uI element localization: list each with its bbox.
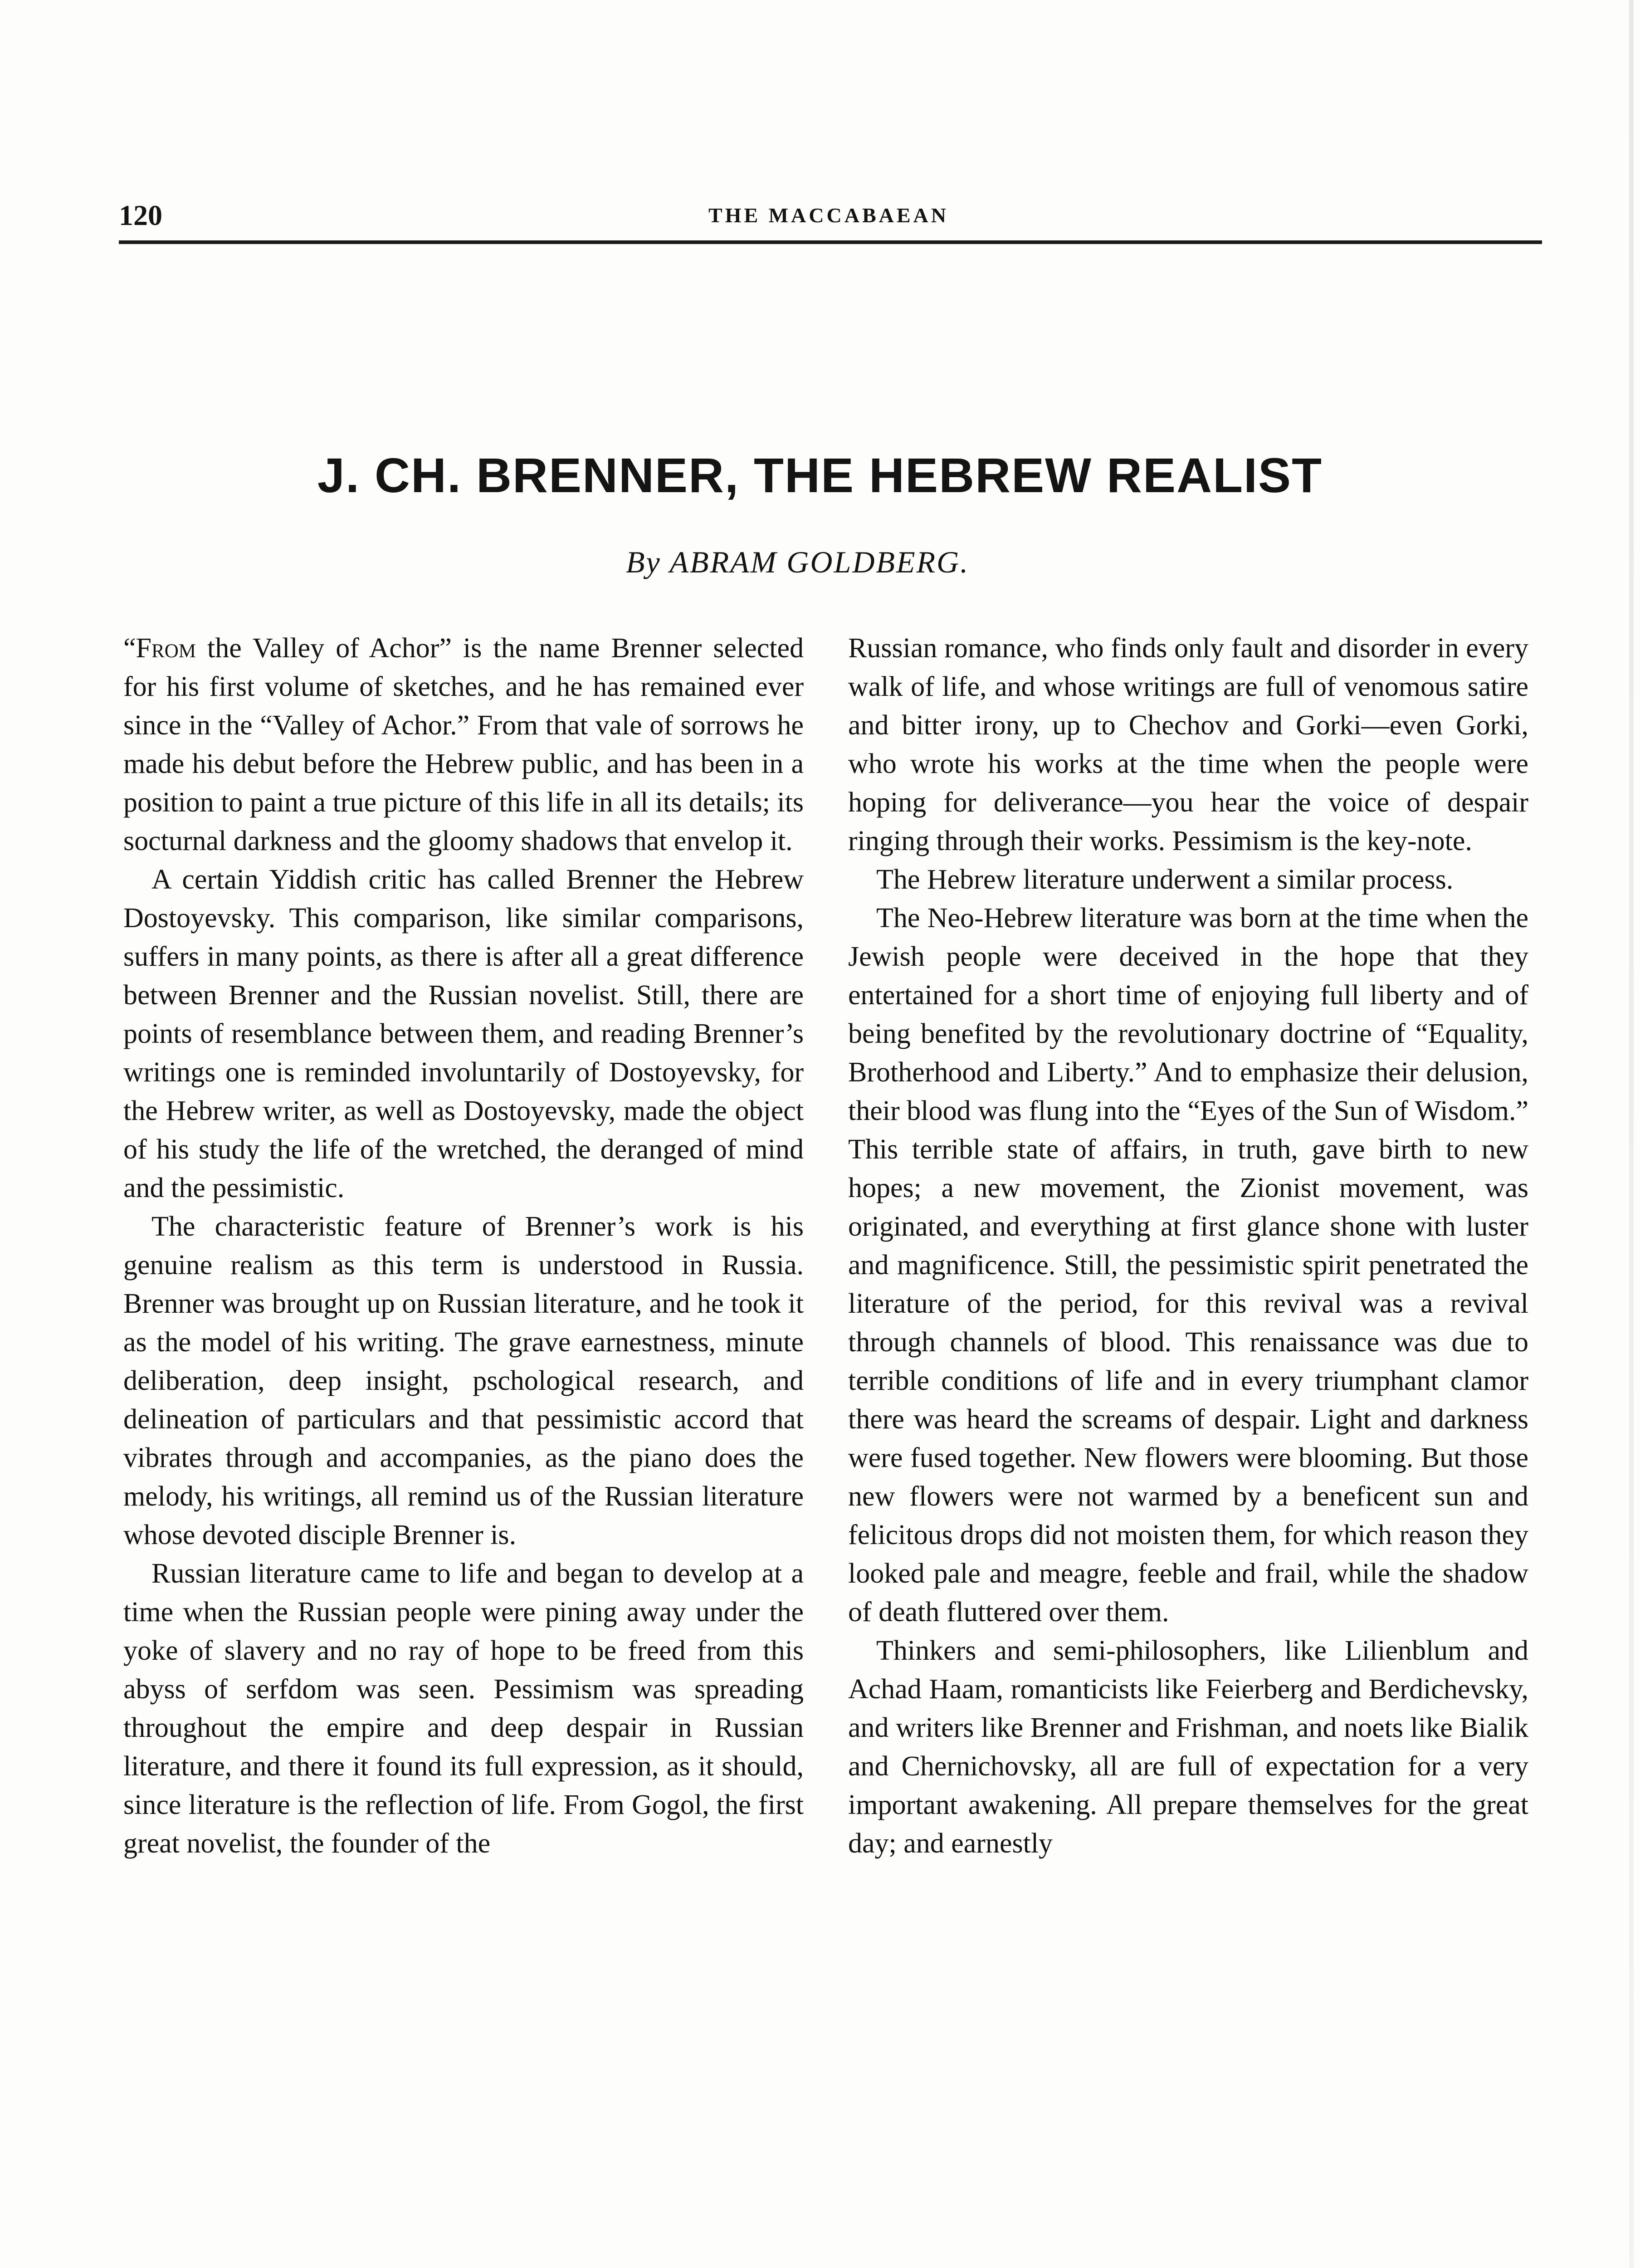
left-paragraph-2: A certain Yiddish critic has called Brenner the Hebrew Dostoyevsky. This comparison, like similar comparisons, suffers in many points, as there is after all a great difference between Brenner and the Russian novelist. Still, there are points of resemblance between them, and reading Brenner’s writings one is reminded involuntarily of Dostoyevsky, for the Hebrew writer, as well as Dostoyevsky, made the object of his study the life of the wretched, the deranged of mind and the pessimistic.	[123, 864, 804, 1203]
lead-word: From	[136, 633, 196, 664]
left-paragraph-4: Russian literature came to life and began to develop at a time when the Russian people were pining away under the yoke of slavery and no ray of hope to be freed from this abyss of serfdom was seen. Pessimism was spreading throughout the empire and deep despair in Russian literature, and there it found its full expression, as it should, since literature is the reflection of life. From Gogol, the first great novelist, the founder of the	[123, 1558, 804, 1859]
left-column	[123, 629, 804, 1863]
right-paragraph-3: The Neo-Hebrew literature was born at the time when the Jewish people were deceived in the hope that they entertained for a short time of enjoying full liberty and of being benefited by the revolutionary doctrine of “Equality, Brotherhood and Liberty.” And to emphasize their delusion, their blood was flung into the “Eyes of the Sun of Wisdom.” This terrible state of affairs, in truth, gave birth to new hopes; a new movement, the Zionist movement, was originated, and everything at first glance shone with luster and magnificence. Still, the pessimistic spirit penetrated the literature of the period, for this revival was a revival through channels of blood. This renaissance was due to terrible conditions of life and in every triumphant clamor there was heard the screams of despair. Light and darkness were fused together. New flowers were blooming. But those new flowers were not warmed by a beneficent sun and felicitous drops did not moisten them, for which reason they looked pale and meagre, feeble and frail, while the shadow of death fluttered over them.	[848, 903, 1528, 1628]
byline	[626, 544, 969, 580]
right-column	[848, 629, 1528, 1863]
opening-quote: “	[123, 633, 136, 664]
page-edge-shadow	[1629, 0, 1634, 2268]
left-paragraph-1-text: the Valley of Achor” is the name Brenner selected for his first volume of sketches, and he has remained ever since in the “Valley of Achor.” From that vale of sorrows he made his debut before the Hebrew public, and has been in a position to paint a true picture of this life in all its details; its socturnal darkness and the gloomy shadows that envelop it.	[123, 633, 804, 856]
journal-title: THE MACCABAEAN	[708, 204, 949, 227]
running-header	[119, 195, 1542, 244]
article-title: J. CH. BRENNER, THE HEBREW REALIST	[317, 448, 1323, 503]
left-paragraph-3: The characteristic feature of Brenner’s work is his genuine realism as this term is understood in Russia. Brenner was brought up on Russian literature, and he took it as the model of his writing. The grave earnestness, minute deliberation, deep insight, pschological research, and delineation of particulars and that pessimistic accord that vibrates through and accompanies, as the piano does the melody, his writings, all remind us of the Russian literature whose devoted disciple Brenner is.	[123, 1211, 804, 1550]
left-paragraph-1	[123, 629, 804, 860]
byline-author: ABRAM GOLDBERG.	[669, 545, 970, 579]
byline-prefix: By	[626, 545, 661, 579]
page-number: 120	[119, 199, 162, 231]
right-paragraph-1: Russian romance, who finds only fault and disorder in every walk of life, and whose writings are full of venomous satire and bitter irony, up to Chechov and Gorki—even Gorki, who wrote his works at the time when the people were hoping for deliverance—you hear the voice of despair ringing through their works. Pessimism is the key-note.	[848, 633, 1528, 856]
right-paragraph-4: Thinkers and semi-philosophers, like Lilienblum and Achad Haam, romanticists like Feierberg and Berdichevsky, and writers like Brenner and Frishman, and noets like Bialik and Chernichovsky, all are full of expectation for a very important awakening. All prepare themselves for the great day; and earnestly	[848, 1635, 1528, 1859]
right-paragraph-2: The Hebrew literature underwent a similar process.	[876, 864, 1454, 895]
